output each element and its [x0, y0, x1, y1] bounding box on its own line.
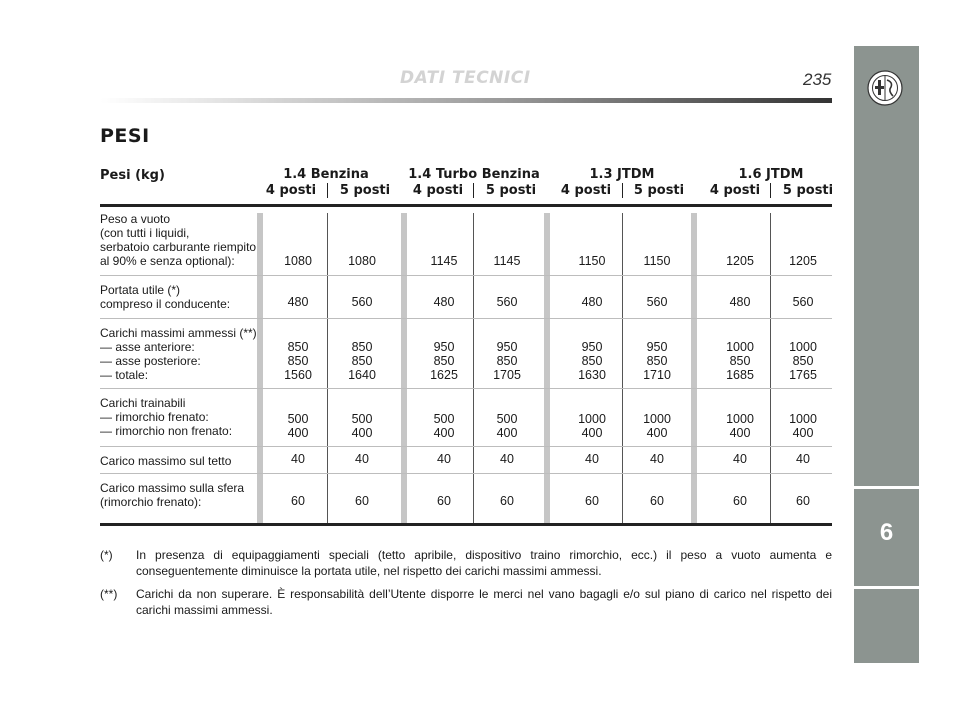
table-cell: 60: [437, 494, 451, 508]
row-divider: [100, 318, 832, 319]
table-cell: 560: [646, 295, 668, 309]
footnote-mark: (**): [100, 587, 118, 601]
table-cell: 500 400: [351, 412, 373, 440]
table-cell: 40: [437, 452, 451, 466]
sub-header: 4 posti: [265, 183, 317, 198]
alfa-romeo-logo-icon: [867, 70, 903, 106]
table-corner-label: Pesi (kg): [100, 168, 165, 183]
row-label: Carico massimo sul tetto: [100, 454, 232, 468]
table-cell: 850 850 1560: [284, 340, 312, 382]
group-header: 1.6 JTDM: [738, 167, 804, 182]
chapter-number: 6: [879, 519, 894, 546]
sub-header: 4 posti: [412, 183, 464, 198]
header-rule: [100, 98, 832, 103]
table-cell: 500 400: [496, 412, 518, 440]
table-cell: 480: [287, 295, 309, 309]
table-cell: 1080: [284, 254, 312, 268]
table-cell: 1000 400: [578, 412, 606, 440]
table-cell: 480: [729, 295, 751, 309]
row-divider: [100, 275, 832, 276]
table-cell: 1080: [348, 254, 376, 268]
table-cell: 950 850 1625: [430, 340, 458, 382]
table-cell: 500 400: [433, 412, 455, 440]
table-cell: 1205: [726, 254, 754, 268]
table-cell: 40: [355, 452, 369, 466]
column-bar: [401, 213, 407, 525]
table-cell: 560: [351, 295, 373, 309]
table-cell: 560: [792, 295, 814, 309]
row-divider: [100, 473, 832, 474]
sidebar-divider-top: [854, 486, 919, 489]
table-cell: 60: [355, 494, 369, 508]
sidebar-divider-bottom: [854, 586, 919, 589]
row-divider: [100, 446, 832, 447]
sub-header-separator: [622, 183, 623, 198]
group-header: 1.4 Turbo Benzina: [408, 167, 540, 182]
table-cell: 60: [796, 494, 810, 508]
table-cell: 60: [500, 494, 514, 508]
table-cell: 500 400: [287, 412, 309, 440]
row-label: Carichi massimi ammessi (**) — asse anteriore: — asse posteriore: — totale:: [100, 326, 257, 382]
section-title: PESI: [100, 125, 150, 147]
row-label: Carichi trainabili — rimorchio frenato: — rimorchio non frenato:: [100, 396, 233, 438]
table-cell: 1000 400: [726, 412, 754, 440]
table-cell: 1145: [493, 254, 521, 268]
table-cell: 60: [291, 494, 305, 508]
column-separator: [622, 213, 623, 525]
sub-header-separator: [770, 183, 771, 198]
table-cell: 1150: [643, 254, 671, 268]
footnote-mark: (*): [100, 548, 113, 562]
table-cell: 1000 400: [789, 412, 817, 440]
table-cell: 40: [585, 452, 599, 466]
column-separator: [770, 213, 771, 525]
sub-header: 5 posti: [485, 183, 537, 198]
table-cell: 1000 850 1765: [789, 340, 817, 382]
page-number: 235: [803, 70, 832, 89]
group-header: 1.3 JTDM: [589, 167, 655, 182]
footnote-text: Carichi da non superare. È responsabilità dell’Utente disporre le merci nel vano bagagli e/o sul piano di carico nel rispetto dei carichi massimi ammessi.: [136, 587, 832, 617]
table-cell: 1150: [578, 254, 606, 268]
footnote-text: In presenza di equipaggiamenti speciali (tetto apribile, dispositivo traino rimorchio, ecc.) il peso a vuoto aumenta e conseguentemente diminuisce la portata utile, nel rispetto dei carichi massimi ammessi.: [136, 548, 832, 578]
sub-header: 4 posti: [560, 183, 612, 198]
table-top-rule: [100, 204, 832, 207]
table-cell: 60: [585, 494, 599, 508]
table-cell: 950 850 1710: [643, 340, 671, 382]
table-cell: 40: [291, 452, 305, 466]
sub-header: 5 posti: [782, 183, 834, 198]
column-bar: [691, 213, 697, 525]
sub-header-separator: [327, 183, 328, 198]
chapter-sidebar: [854, 46, 919, 663]
column-bar: [544, 213, 550, 525]
table-cell: 1145: [430, 254, 458, 268]
sub-header: 4 posti: [709, 183, 761, 198]
row-divider: [100, 388, 832, 389]
table-cell: 40: [796, 452, 810, 466]
group-header: 1.4 Benzina: [283, 167, 369, 182]
row-label: Peso a vuoto (con tutti i liquidi, serbatoio carburante riempito al 90% e senza optional):: [100, 212, 257, 268]
table-cell: 850 850 1640: [348, 340, 376, 382]
sub-header: 5 posti: [633, 183, 685, 198]
table-bottom-rule: [100, 523, 832, 526]
table-cell: 1000 400: [643, 412, 671, 440]
table-cell: 40: [650, 452, 664, 466]
table-cell: 60: [733, 494, 747, 508]
column-bar: [257, 213, 263, 525]
table-cell: 60: [650, 494, 664, 508]
table-cell: 950 850 1630: [578, 340, 606, 382]
sub-header-separator: [473, 183, 474, 198]
header-title: DATI TECNICI: [400, 68, 531, 88]
row-label: Carico massimo sulla sfera (rimorchio frenato):: [100, 481, 245, 509]
table-cell: 1000 850 1685: [726, 340, 754, 382]
table-cell: 560: [496, 295, 518, 309]
table-cell: 950 850 1705: [493, 340, 521, 382]
table-cell: 480: [433, 295, 455, 309]
table-cell: 480: [581, 295, 603, 309]
table-cell: 40: [733, 452, 747, 466]
table-cell: 40: [500, 452, 514, 466]
sub-header: 5 posti: [339, 183, 391, 198]
table-cell: 1205: [789, 254, 817, 268]
row-label: Portata utile (*) compreso il conducente:: [100, 283, 231, 311]
